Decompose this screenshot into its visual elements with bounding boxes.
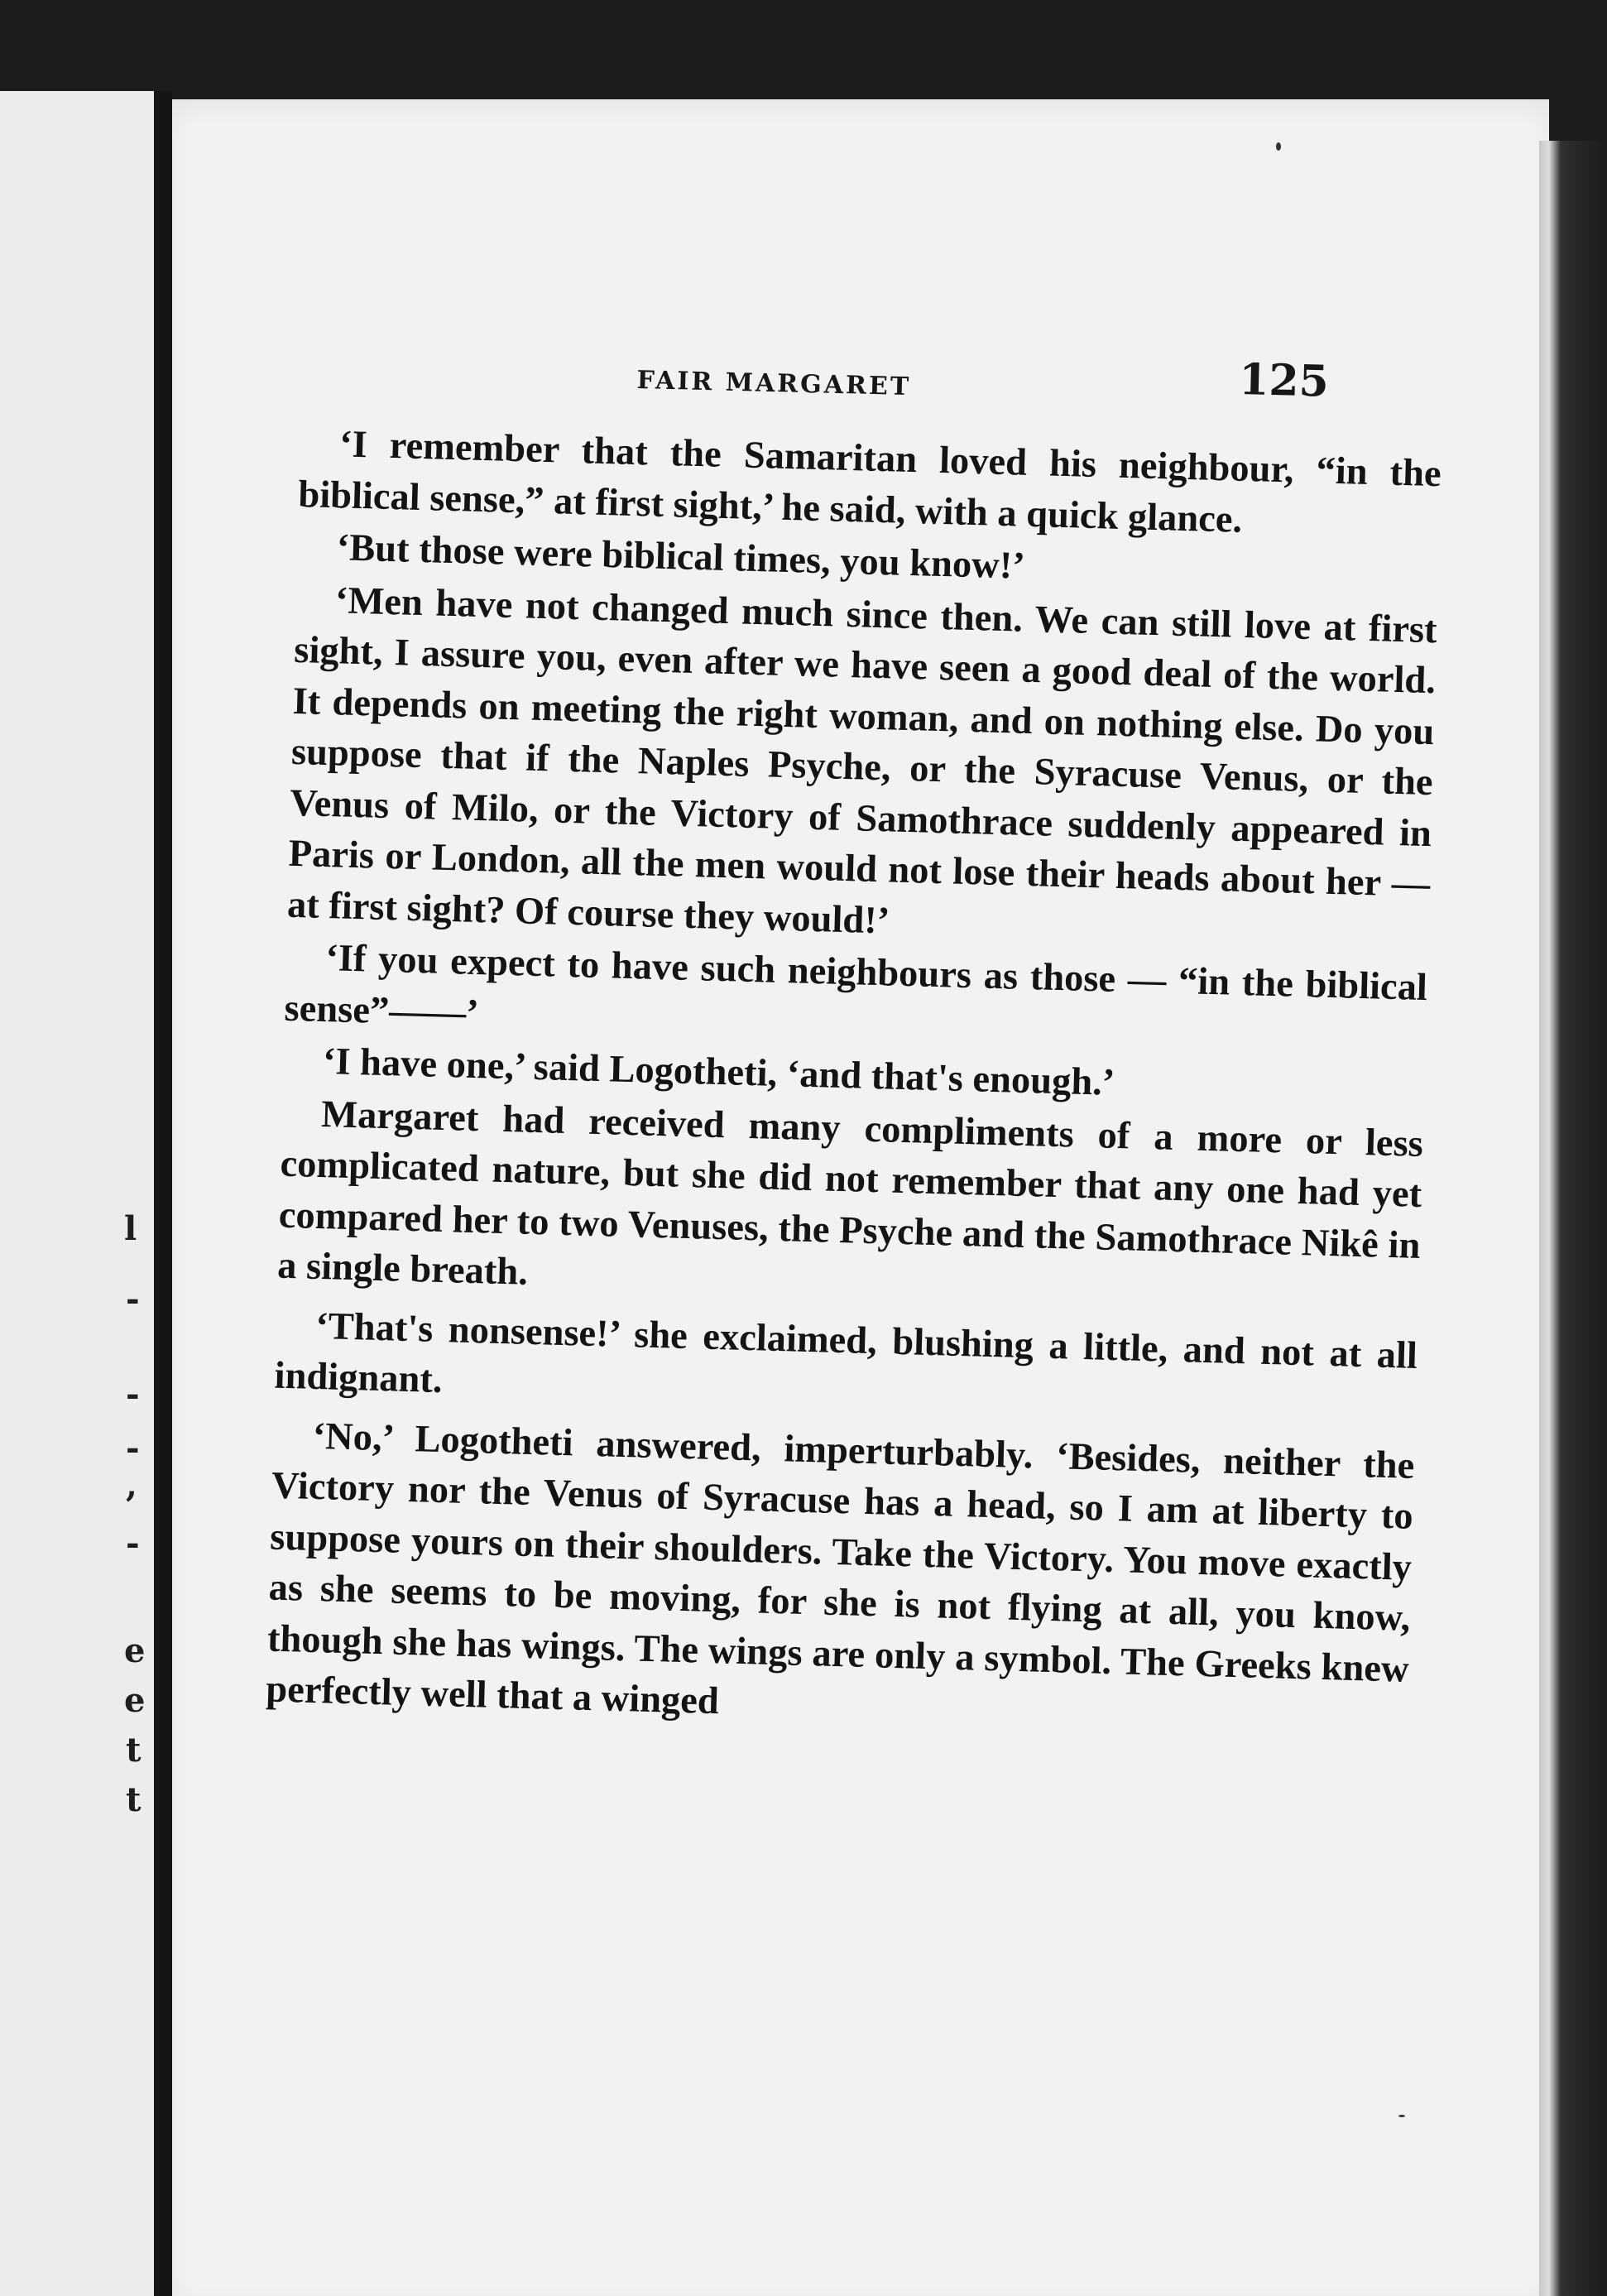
paragraph: ‘I have one,’ said Logotheti, ‘and that's enough.’ (322, 1040, 1115, 1104)
left-page-margin (0, 91, 165, 2296)
paragraph: ‘No,’ Logotheti answered, imperturbably. ‘Besides, neither the Victory nor the Venus of Syracuse has a head, so I am at liberty to suppose yours on their shoulders. Take the Victory. You move exactly as she seems to be moving, for she is not flying at all, you know, though she has wings. The wings are only a symbol. The Greeks knew perfectly well that a winged (265, 1415, 1415, 1723)
left-page-fragment: t (126, 1780, 142, 1819)
page-number: 125 (1238, 354, 1330, 407)
left-page-fragment: - (126, 1524, 140, 1563)
paragraph: Margaret had received many compliments of a more or less complicated nature, but she did not remember that any one had yet compared her to two Venuses, the Psyche and the Samothrace Nikê in a single breath. (276, 1093, 1424, 1294)
scan-speck (1398, 2115, 1405, 2117)
running-title: FAIR MARGARET (636, 366, 912, 402)
left-page-fragment: , (126, 1466, 137, 1505)
page-edge (1539, 141, 1607, 2296)
left-page-fragment: t (126, 1731, 142, 1770)
left-page-fragment: l (124, 1209, 137, 1248)
paragraph: ‘Men have not changed much since then. We can still love at first sight, I assure you, even after we have seen a good deal of the world. It depends on meeting the right woman, and on nothing else. Do you suppose that if the Naples Psyche, or the Syracuse Venus, or the Venus of Milo, or the Victory of Samothrace suddenly appeared in Paris or London, all the men would not lose their heads about her — at first sight? Of course they would!’ (286, 579, 1438, 942)
running-head (172, 273, 1549, 407)
book-page (172, 99, 1549, 2296)
left-page-fragment: - (126, 1280, 140, 1319)
scan-speck (1276, 142, 1281, 151)
paragraph: ‘I remember that the Samaritan loved his neighbour, “in the biblical sense,” at first sight,’ he said, with a quick glance. (297, 423, 1442, 541)
left-page-fragment: - (126, 1429, 140, 1467)
paragraph: ‘That's nonsense!’ she exclaimed, blushing a little, and not at all indignant. (274, 1304, 1418, 1402)
body-text (265, 418, 1442, 1754)
paragraph: ‘But those were biblical times, you know!’ (336, 526, 1026, 588)
left-page-fragment: e (124, 1631, 146, 1670)
left-page-fragment: e (124, 1681, 146, 1720)
paragraph: ‘If you expect to have such neighbours as those — “in the biblical sense”——’ (284, 937, 1428, 1035)
left-page-fragment: - (126, 1375, 140, 1414)
book-gutter (154, 91, 172, 2296)
